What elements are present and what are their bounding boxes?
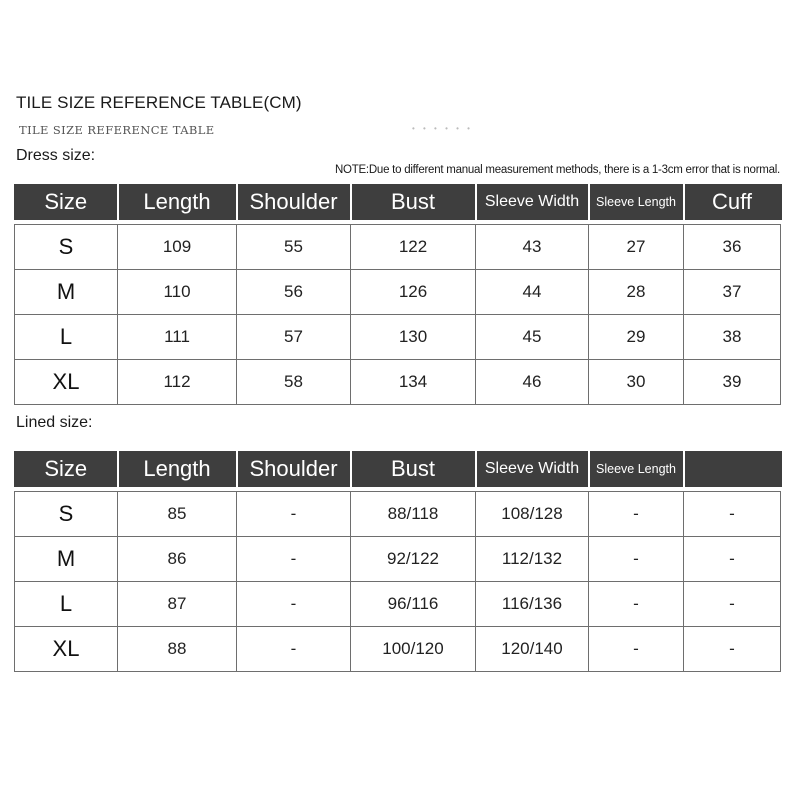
- table-cell: 58: [237, 360, 351, 405]
- header-bust: Bust: [351, 452, 476, 487]
- table-cell: 43: [476, 225, 589, 270]
- header-length: Length: [118, 452, 237, 487]
- table-cell: 57: [237, 315, 351, 360]
- header-sleeve-width: Sleeve Width: [476, 185, 589, 220]
- table-cell: 38: [684, 315, 781, 360]
- table-cell: -: [589, 627, 684, 672]
- table-cell: 27: [589, 225, 684, 270]
- table-cell: 116/136: [476, 582, 589, 627]
- header-size: Size: [15, 452, 118, 487]
- table-cell: 110: [118, 270, 237, 315]
- size-cell: S: [15, 225, 118, 270]
- table-cell: -: [237, 582, 351, 627]
- table-cell: 122: [351, 225, 476, 270]
- lined-size-table: [14, 451, 782, 672]
- table-cell: 111: [118, 315, 237, 360]
- decorative-dots: • • • • • •: [412, 124, 473, 133]
- table-cell: 96/116: [351, 582, 476, 627]
- dress-size-label: Dress size:: [16, 147, 96, 164]
- table-cell: 45: [476, 315, 589, 360]
- size-cell: S: [15, 492, 118, 537]
- header-sleeve-length: Sleeve Length: [589, 452, 684, 487]
- header-sleeve-length: Sleeve Length: [589, 185, 684, 220]
- table-cell: -: [237, 537, 351, 582]
- lined-size-label: Lined size:: [16, 414, 93, 431]
- size-cell: M: [15, 270, 118, 315]
- table-row: [15, 582, 781, 627]
- table-cell: 112: [118, 360, 237, 405]
- table-cell: 126: [351, 270, 476, 315]
- table-cell: 37: [684, 270, 781, 315]
- size-cell: M: [15, 537, 118, 582]
- table-header-row: [15, 185, 781, 220]
- table-cell: 87: [118, 582, 237, 627]
- table-row: [15, 537, 781, 582]
- size-cell: L: [15, 315, 118, 360]
- size-cell: XL: [15, 627, 118, 672]
- table-row: [15, 315, 781, 360]
- table-cell: -: [589, 537, 684, 582]
- table-cell: 46: [476, 360, 589, 405]
- dress-size-table: [14, 184, 782, 405]
- table-row: [15, 360, 781, 405]
- table-cell: 134: [351, 360, 476, 405]
- header-size: Size: [15, 185, 118, 220]
- size-cell: L: [15, 582, 118, 627]
- table-cell: -: [589, 582, 684, 627]
- table-header-row: [15, 452, 781, 487]
- table-cell: 100/120: [351, 627, 476, 672]
- table-cell: -: [684, 582, 781, 627]
- header-bust: Bust: [351, 185, 476, 220]
- table-cell: -: [684, 492, 781, 537]
- table-cell: 120/140: [476, 627, 589, 672]
- table-cell: 86: [118, 537, 237, 582]
- table-row: [15, 270, 781, 315]
- header-shoulder: Shoulder: [237, 452, 351, 487]
- table-cell: -: [684, 537, 781, 582]
- table-cell: 56: [237, 270, 351, 315]
- header-empty: [684, 452, 781, 487]
- table-cell: 30: [589, 360, 684, 405]
- page-subtitle: TILE SIZE REFERENCE TABLE: [19, 123, 215, 137]
- table-cell: -: [684, 627, 781, 672]
- table-cell: 29: [589, 315, 684, 360]
- table-cell: 92/122: [351, 537, 476, 582]
- table-cell: 108/128: [476, 492, 589, 537]
- table-cell: 112/132: [476, 537, 589, 582]
- table-cell: 36: [684, 225, 781, 270]
- table-cell: -: [237, 492, 351, 537]
- table-cell: 55: [237, 225, 351, 270]
- measurement-note: NOTE:Due to different manual measurement methods, there is a 1-3cm error that is normal.: [334, 164, 780, 176]
- header-cuff: Cuff: [684, 185, 781, 220]
- header-length: Length: [118, 185, 237, 220]
- table-cell: 88: [118, 627, 237, 672]
- table-cell: 109: [118, 225, 237, 270]
- table-cell: -: [589, 492, 684, 537]
- table-row: [15, 225, 781, 270]
- table-row: [15, 627, 781, 672]
- header-sleeve-width: Sleeve Width: [476, 452, 589, 487]
- table-cell: 44: [476, 270, 589, 315]
- size-cell: XL: [15, 360, 118, 405]
- table-cell: 130: [351, 315, 476, 360]
- table-cell: 28: [589, 270, 684, 315]
- table-cell: 88/118: [351, 492, 476, 537]
- table-row: [15, 492, 781, 537]
- table-cell: 85: [118, 492, 237, 537]
- table-cell: 39: [684, 360, 781, 405]
- table-cell: -: [237, 627, 351, 672]
- page-title: TILE SIZE REFERENCE TABLE(CM): [16, 93, 302, 112]
- header-shoulder: Shoulder: [237, 185, 351, 220]
